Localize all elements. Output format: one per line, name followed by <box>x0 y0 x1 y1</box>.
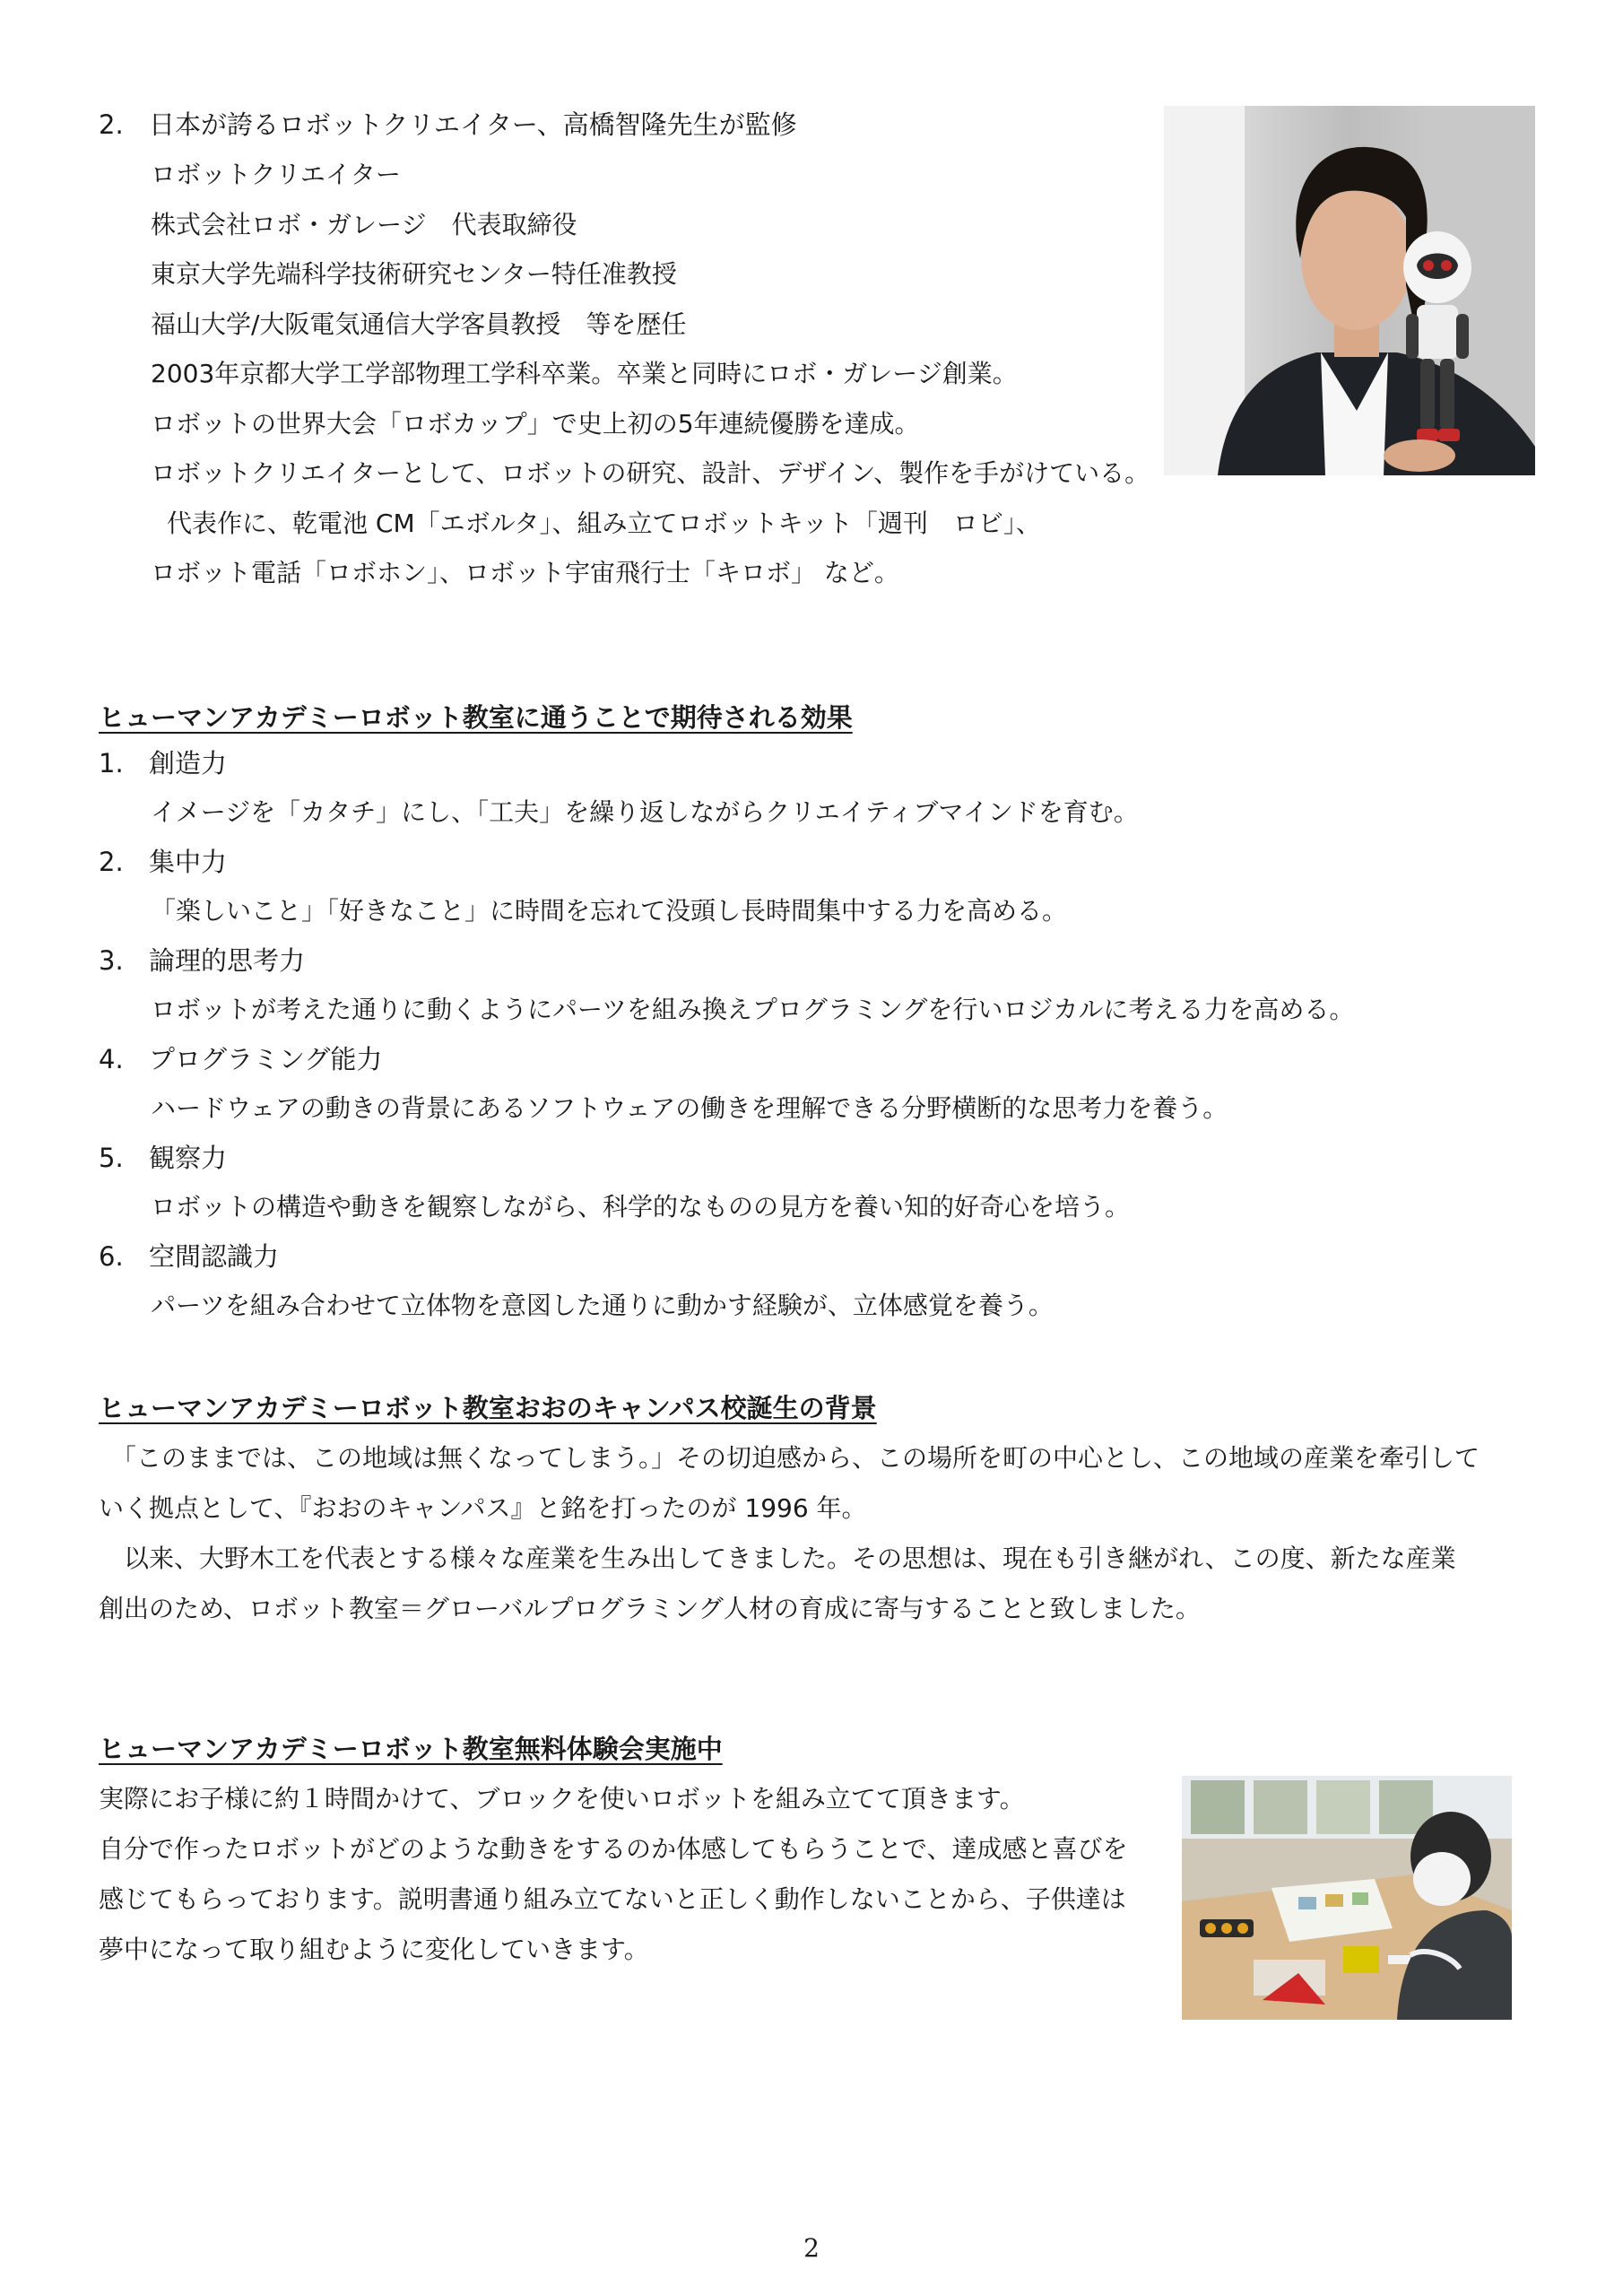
effect-title <box>99 1135 1444 1185</box>
trial-classroom-photo <box>1182 1776 1512 2020</box>
supervisor-portrait-photo <box>1164 106 1535 475</box>
effect-description: パーツを組み合わせて立体物を意図した通りに動かす経験が、立体感覚を養う。 <box>151 1291 1054 1320</box>
background-line: 以来、大野木工を代表とする様々な産業を生み出してきました。その思想は、現在も引き継がれ、この度、新たな産業 <box>124 1544 1456 1573</box>
trial-line: 夢中になって取り組むように変化していきます。 <box>99 1935 649 1964</box>
profile-line: ロボット電話「ロボホン」、ロボット宇宙飛行士「キロボ」 など。 <box>151 558 899 587</box>
effect-description: ロボットが考えた通りに動くようにパーツを組み換えプログラミングを行いロジカルに考える力を高める。 <box>151 995 1355 1024</box>
background-line: 「このままでは、この地域は無くなってしまう。」その切迫感から、この場所を町の中心とし、この地域の産業を牽引して <box>111 1443 1480 1473</box>
effect-title <box>99 1234 1444 1283</box>
profile-line: 代表作に、乾電池 CM「エボルタ」、組み立てロボットキット「週刊 ロビ」、 <box>167 508 1041 538</box>
effect-item <box>99 741 1444 839</box>
supervisor-profile <box>99 150 1157 598</box>
effect-number: 1. <box>99 748 124 778</box>
profile-line: ロボットクリエイターとして、ロボットの研究、設計、デザイン、製作を手がけている。 <box>151 458 1150 488</box>
profile-line: 株式会社ロボ・ガレージ 代表取締役 <box>151 209 577 239</box>
effect-number: 4. <box>99 1044 124 1074</box>
effect-title-text: プログラミング能力 <box>149 1044 383 1074</box>
profile-line: 2003年京都大学工学部物理工学科卒業。卒業と同時にロボ・ガレージ創業。 <box>151 359 1018 388</box>
supervisor-section <box>99 100 1157 598</box>
trial-heading: ヒューマンアカデミーロボット教室無料体験会実施中 <box>99 1734 723 1764</box>
effect-title-text: 空間認識力 <box>149 1241 280 1272</box>
effects-list <box>99 741 1444 1333</box>
profile-line: ロボットの世界大会「ロボカップ」で史上初の5年連続優勝を達成。 <box>151 408 920 439</box>
profile-line: ロボットクリエイター <box>151 160 401 189</box>
effect-item <box>99 839 1444 938</box>
supervisor-number: 2. <box>99 109 124 140</box>
effects-heading: ヒューマンアカデミーロボット教室に通うことで期待される効果 <box>99 702 853 733</box>
effect-number: 5. <box>99 1143 124 1173</box>
effect-item <box>99 1234 1444 1333</box>
effect-number: 6. <box>99 1241 124 1272</box>
page-number: 2 <box>803 2233 820 2263</box>
background-paragraph <box>99 1433 1542 1634</box>
supervisor-title <box>99 100 1157 150</box>
effect-title <box>99 741 1444 790</box>
background-line: 創出のため、ロボット教室＝グローバルプログラミング人材の育成に寄与することと致しました。 <box>99 1594 1201 1623</box>
supervisor-title-text: 日本が誇るロボットクリエイター、高橋智隆先生が監修 <box>149 109 797 140</box>
effect-item <box>99 1135 1444 1234</box>
profile-line: 福山大学/大阪電気通信大学客員教授 等を歴任 <box>151 309 687 339</box>
effect-description: イメージを「カタチ」にし、「工夫」を繰り返しながらクリエイティブマインドを育む。 <box>151 797 1139 827</box>
effect-item <box>99 1037 1444 1135</box>
effect-item <box>99 938 1444 1037</box>
effect-title-text: 創造力 <box>149 748 228 778</box>
effect-description: ハードウェアの動きの背景にあるソフトウェアの働きを理解できる分野横断的な思考力を養う。 <box>151 1093 1228 1123</box>
effect-description: 「楽しいこと」「好きなこと」に時間を忘れて没頭し長時間集中する力を高める。 <box>151 896 1068 926</box>
trial-paragraph <box>99 1774 1166 1975</box>
effect-description: ロボットの構造や動きを観察しながら、科学的なものの見方を養い知的好奇心を培う。 <box>151 1192 1131 1222</box>
profile-line: 東京大学先端科学技術研究センター特任准教授 <box>151 259 677 289</box>
effect-title-text: 集中力 <box>149 847 228 877</box>
trial-line: 自分で作ったロボットがどのような動きをするのか体感してもらうことで、達成感と喜びを <box>99 1834 1128 1864</box>
effect-number: 2. <box>99 847 124 877</box>
effect-title <box>99 1037 1444 1086</box>
background-heading: ヒューマンアカデミーロボット教室おおのキャンパス校誕生の背景 <box>99 1393 877 1423</box>
effect-title <box>99 839 1444 889</box>
effect-title-text: 観察力 <box>149 1143 228 1173</box>
effect-title <box>99 938 1444 987</box>
effect-number: 3. <box>99 945 124 976</box>
effect-title-text: 論理的思考力 <box>149 945 306 976</box>
background-line: いく拠点として、『おおのキャンパス』と銘を打ったのが 1996 年。 <box>99 1493 867 1523</box>
trial-line: 感じてもらっております。説明書通り組み立てないと正しく動作しないことから、子供達は <box>99 1884 1126 1914</box>
trial-line: 実際にお子様に約１時間かけて、ブロックを使いロボットを組み立てて頂きます。 <box>99 1784 1025 1813</box>
